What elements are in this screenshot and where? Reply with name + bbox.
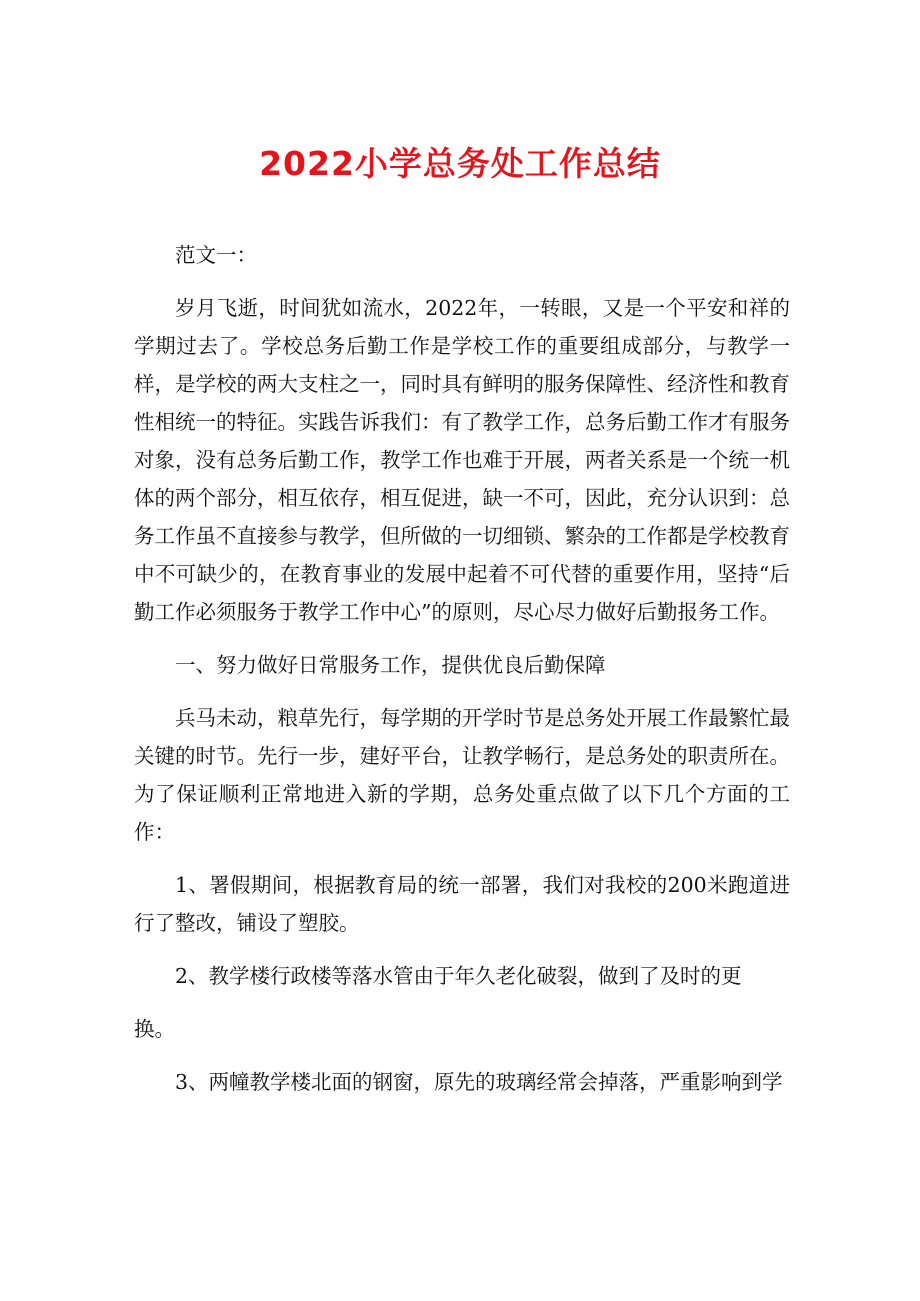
list-item-3: 3、两幢教学楼北面的钢窗，原先的玻璃经常会掉落，严重影响到学 <box>175 1070 783 1094</box>
list-item-1: 1、署假期间，根据教育局的统一部署，我们对我校的200米跑道进行了整改，铺设了塑胶。 <box>134 873 790 935</box>
document-body <box>134 236 790 1116</box>
section-heading-1: 一、努力做好日常服务工作，提供优良后勤保障 <box>175 653 606 677</box>
paragraph-preparation: 兵马未动，粮草先行，每学期的开学时节是总务处开展工作最繁忙最关键的时节。先行一步，建好平台，让教学畅行，是总务处的职责所在。为了保证顺利正常地进入新的学期，总务处重点做了以下几个方面的工作： <box>134 706 790 844</box>
list-item-2-continuation: 换。 <box>134 1017 175 1041</box>
paragraph-overview: 岁月飞逝，时间犹如流水，2022年，一转眼，又是一个平安和祥的学期过去了。学校总务后勤工作是学校工作的重要组成部分，与教学一样，是学校的两大支柱之一，同时具有鲜明的服务保障性、经济性和教育性相统一的特征。实践告诉我们：有了教学工作，总务后勤工作才有服务对象，没有总务后勤工作，教学工作也难于开展，两者关系是一个统一机体的两个部分，相互依存，相互促进，缺一不可，因此，充分认识到：总务工作虽不直接参与教学，但所做的一切细锁、繁杂的工作都是学校教育中不可缺少的，在教育事业的发展中起着不可代替的重要作用，坚持“后勤工作必须服务于教学工作中心”的原则，尽心尽力做好后勤报务工作。 <box>134 296 790 624</box>
list-item-2: 2、教学楼行政楼等落水管由于年久老化破裂，做到了及时的更 <box>175 964 742 988</box>
paragraph-intro-label: 范文一： <box>175 243 257 267</box>
document-title: 2022小学总务处工作总结 <box>259 144 661 183</box>
